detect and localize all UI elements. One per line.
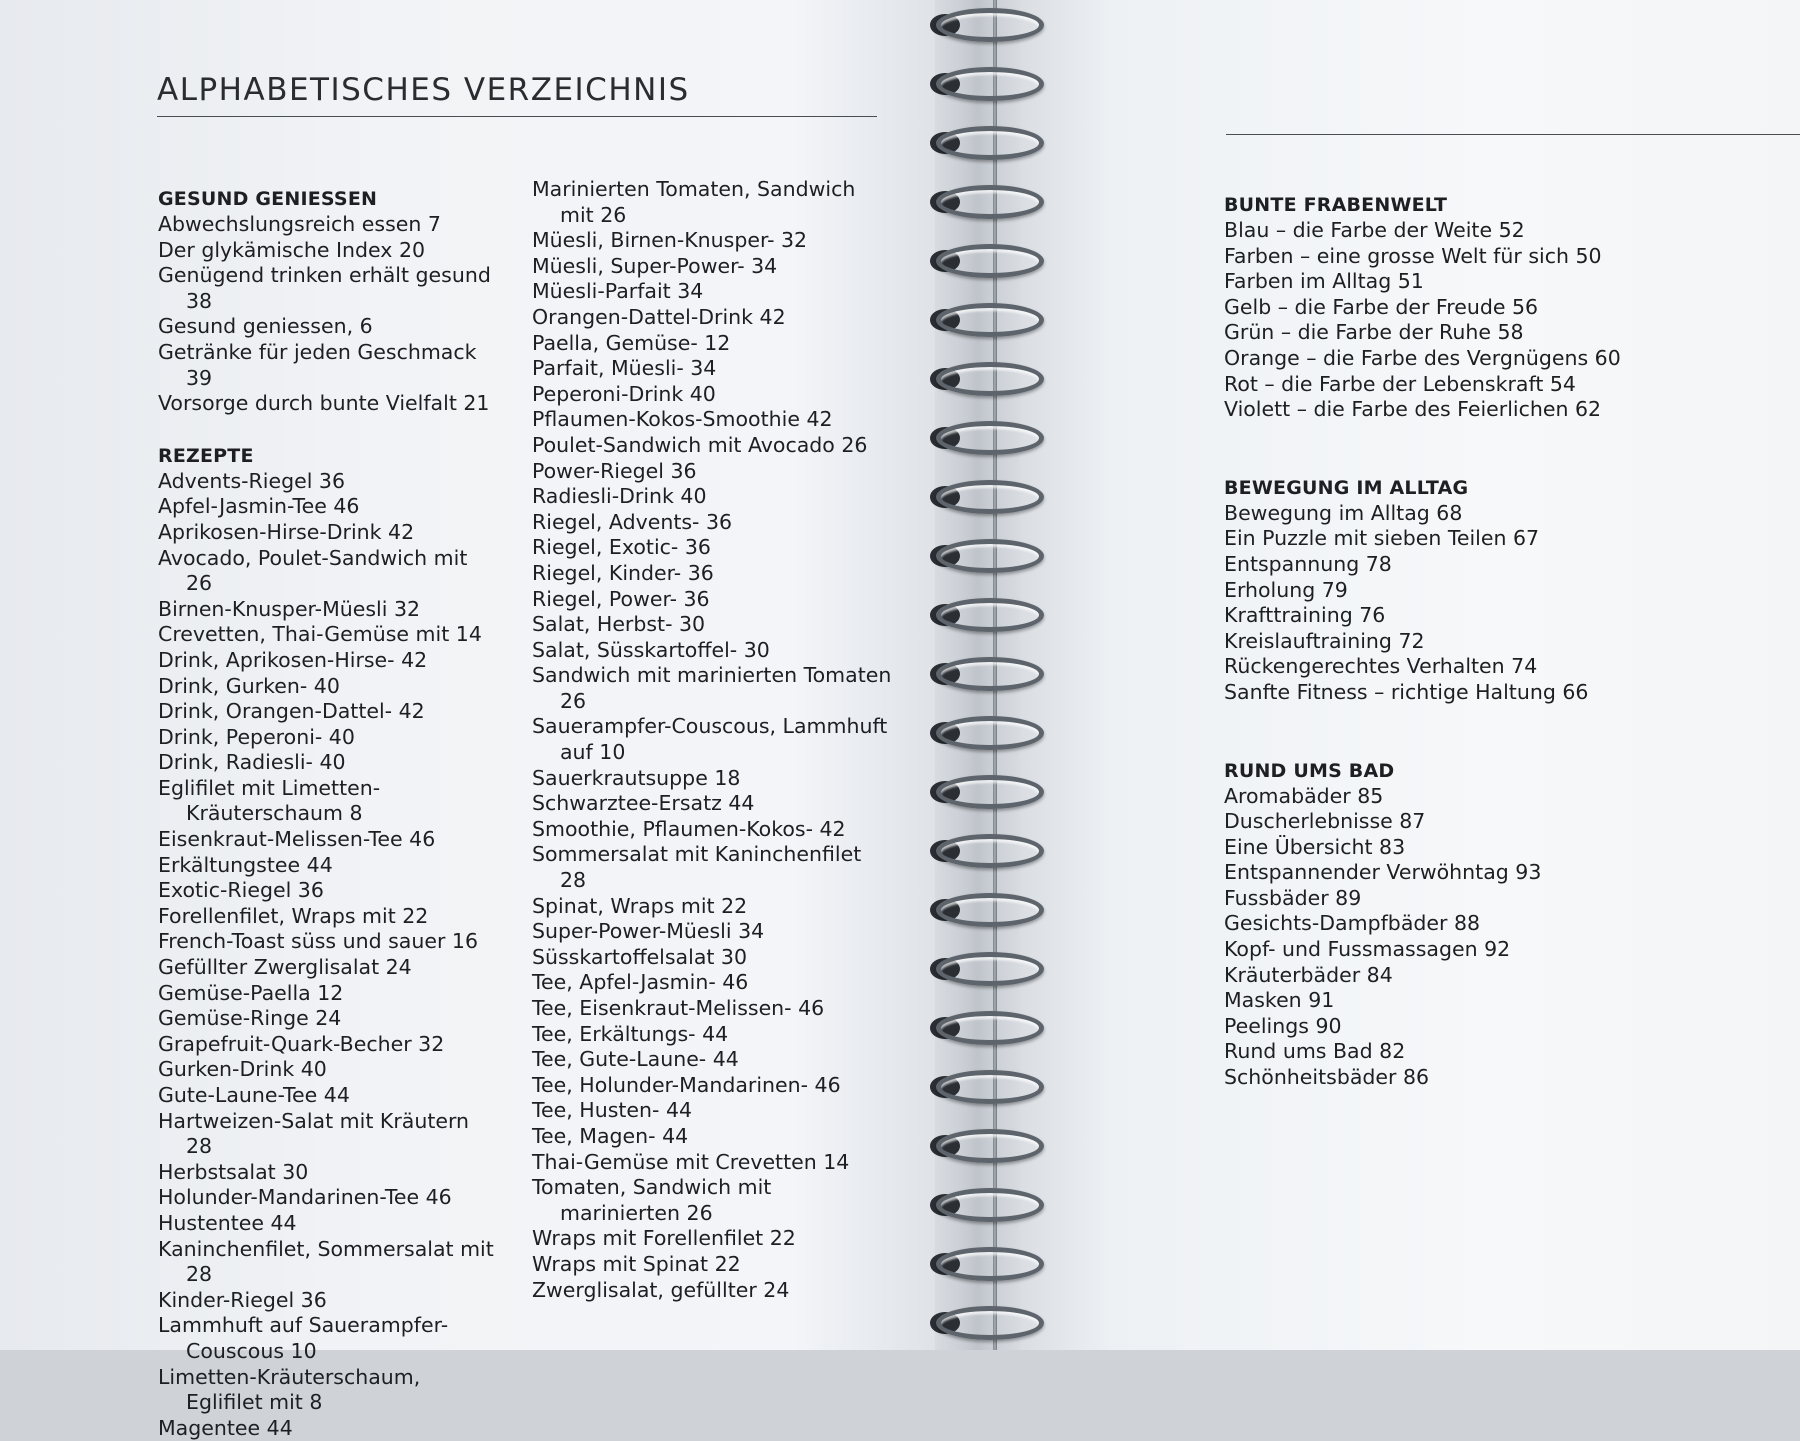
index-entry: Peperoni-Drink 40 — [532, 381, 716, 406]
index-entry: Kreislauftraining 72 — [1224, 628, 1425, 653]
index-entry: Sandwich mit marinierten Tomaten 26 — [532, 663, 892, 713]
spiral-coil — [936, 1070, 1044, 1104]
index-entry: Exotic-Riegel 36 — [158, 878, 324, 903]
spiral-coil — [936, 8, 1044, 42]
index-entry: Tee, Erkältungs- 44 — [532, 1021, 729, 1046]
index-entry: Gemüse-Ringe 24 — [158, 1006, 342, 1031]
index-entry: Tee, Apfel-Jasmin- 46 — [532, 970, 749, 995]
spiral-coil — [936, 1011, 1044, 1045]
index-entry: Müesli, Birnen-Knusper- 32 — [532, 228, 808, 253]
section-title-farben: BUNTE FRABENWELT — [1224, 194, 1448, 216]
entries-farben — [1224, 218, 1684, 423]
index-entry: Super-Power-Müesli 34 — [532, 919, 765, 944]
index-entry: Drink, Gurken- 40 — [158, 673, 340, 698]
index-entry: Genügend trinken erhält gesund 38 — [158, 263, 491, 313]
index-entry: Apfel-Jasmin-Tee 46 — [158, 494, 360, 519]
index-entry: Eglifilet mit Limetten-Kräuterschaum 8 — [158, 775, 381, 826]
index-entry: Gefüllter Zwerglisalat 24 — [158, 955, 412, 980]
index-entry: Orange – die Farbe des Vergnügens 60 — [1224, 345, 1621, 370]
index-entry: Süsskartoffelsalat 30 — [532, 944, 748, 969]
entries-bewegung — [1224, 501, 1684, 706]
index-entry: Gemüse-Paella 12 — [158, 980, 344, 1005]
spiral-coil — [936, 716, 1044, 750]
index-column-1 — [158, 186, 498, 1441]
entries-gesund — [158, 212, 498, 417]
index-entry: Drink, Aprikosen-Hirse- 42 — [158, 647, 428, 672]
index-entry: Crevetten, Thai-Gemüse mit 14 — [158, 622, 482, 647]
entries-bad — [1224, 784, 1684, 1091]
spiral-coil — [936, 185, 1044, 219]
index-entry: Erkältungstee 44 — [158, 852, 333, 877]
index-entry: Aprikosen-Hirse-Drink 42 — [158, 519, 415, 544]
index-entry: Grapefruit-Quark-Becher 32 — [158, 1031, 445, 1056]
spiral-coil — [936, 303, 1044, 337]
index-entry: Wraps mit Spinat 22 — [532, 1251, 741, 1276]
spiral-coil — [936, 244, 1044, 278]
index-entry: Zwerglisalat, gefüllter 24 — [532, 1277, 790, 1302]
index-entry: Thai-Gemüse mit Crevetten 14 — [532, 1149, 850, 1174]
index-entry: Tee, Husten- 44 — [532, 1098, 693, 1123]
spiral-coil — [936, 893, 1044, 927]
title-rule-right — [1226, 134, 1800, 135]
index-entry: Sauerkrautsuppe 18 — [532, 765, 741, 790]
spiral-coil — [936, 67, 1044, 101]
index-entry: Gesund geniessen, 6 — [158, 314, 373, 339]
index-entry: Tee, Holunder-Mandarinen- 46 — [532, 1072, 841, 1097]
index-entry: Salat, Süsskartoffel- 30 — [532, 637, 770, 662]
spiral-coil — [936, 362, 1044, 396]
index-entry: Smoothie, Pflaumen-Kokos- 42 — [532, 816, 846, 841]
index-entry: Drink, Peperoni- 40 — [158, 724, 355, 749]
index-entry: Holunder-Mandarinen-Tee 46 — [158, 1185, 452, 1210]
spiral-coil — [936, 1306, 1044, 1340]
index-entry: Power-Riegel 36 — [532, 458, 697, 483]
index-entry: Grün – die Farbe der Ruhe 58 — [1224, 320, 1524, 345]
index-entry: Rückengerechtes Verhalten 74 — [1224, 654, 1538, 679]
index-entry: Sommersalat mit Kaninchenfilet 28 — [532, 842, 862, 893]
index-entry: Riegel, Power- 36 — [532, 586, 710, 611]
index-entry: Masken 91 — [1224, 988, 1335, 1013]
index-entry: Poulet-Sandwich mit Avocado 26 — [532, 432, 868, 457]
index-entry: Getränke für jeden Geschmack 39 — [158, 339, 477, 390]
index-entry: Riegel, Exotic- 36 — [532, 535, 711, 560]
spiral-coil — [936, 775, 1044, 809]
index-entry: Rot – die Farbe der Lebenskraft 54 — [1224, 371, 1576, 396]
index-entry: Magentee 44 — [158, 1415, 293, 1440]
section-title-rezepte: REZEPTE — [158, 444, 254, 467]
index-entry: Duscherlebnisse 87 — [1224, 809, 1426, 834]
index-entry: Fussbäder 89 — [1224, 885, 1362, 910]
index-entry: Eine Übersicht 83 — [1224, 834, 1406, 859]
index-entry: Paella, Gemüse- 12 — [532, 330, 731, 355]
index-entry: Limetten-Kräuterschaum, Eglifilet mit 8 — [158, 1364, 421, 1415]
section-title-bad: RUND UMS BAD — [1224, 759, 1395, 782]
index-entry: Riegel, Advents- 36 — [532, 509, 733, 534]
index-entry: Lammhuft auf Sauerampfer-Couscous 10 — [158, 1313, 449, 1363]
index-entry: Herbstsalat 30 — [158, 1159, 309, 1184]
index-entry: Pflaumen-Kokos-Smoothie 42 — [532, 407, 833, 432]
index-column-2 — [532, 177, 892, 1303]
index-entry: Blau – die Farbe der Weite 52 — [1224, 218, 1525, 242]
index-entry: Parfait, Müesli- 34 — [532, 356, 717, 381]
index-entry: Violett – die Farbe des Feierlichen 62 — [1224, 397, 1602, 422]
index-entry: Abwechslungsreich essen 7 — [158, 212, 441, 236]
index-entry: Kräuterbäder 84 — [1224, 962, 1393, 987]
spiral-coil — [936, 1247, 1044, 1281]
index-entry: Kinder-Riegel 36 — [158, 1287, 327, 1312]
index-entry: Schwarztee-Ersatz 44 — [532, 791, 755, 816]
index-entry: Gesichts-Dampfbäder 88 — [1224, 911, 1481, 936]
spiral-coil — [936, 598, 1044, 632]
index-entry: Peelings 90 — [1224, 1013, 1342, 1038]
index-entry: Müesli, Super-Power- 34 — [532, 253, 778, 278]
index-entry: Müesli-Parfait 34 — [532, 279, 704, 304]
index-entry: Bewegung im Alltag 68 — [1224, 500, 1463, 525]
index-entry: Der glykämische Index 20 — [158, 237, 426, 262]
page-title: ALPHABETISCHES VERZEICHNIS — [157, 72, 690, 108]
entries-rezepte-col1 — [158, 469, 498, 1441]
index-entry: Farben im Alltag 51 — [1224, 269, 1424, 294]
index-entry: French-Toast süss und sauer 16 — [158, 929, 478, 954]
index-entry: Entspannender Verwöhntag 93 — [1224, 860, 1542, 885]
spiral-coil — [936, 657, 1044, 691]
index-entry: Rund ums Bad 82 — [1224, 1039, 1406, 1064]
index-entry: Hartweizen-Salat mit Kräutern 28 — [158, 1108, 470, 1159]
index-entry: Forellenfilet, Wraps mit 22 — [158, 903, 429, 928]
index-entry: Riegel, Kinder- 36 — [532, 560, 714, 585]
entries-rezepte-col2 — [532, 177, 892, 1303]
index-entry: Birnen-Knusper-Müesli 32 — [158, 596, 421, 621]
index-entry: Tomaten, Sandwich mit marinierten 26 — [532, 1175, 772, 1225]
index-entry: Avocado, Poulet-Sandwich mit 26 — [158, 545, 468, 596]
index-entry: Sanfte Fitness – richtige Haltung 66 — [1224, 679, 1589, 704]
index-entry: Gurken-Drink 40 — [158, 1057, 327, 1082]
index-entry: Tee, Magen- 44 — [532, 1123, 689, 1148]
index-entry: Krafttraining 76 — [1224, 603, 1386, 628]
index-entry: Advents-Riegel 36 — [158, 468, 346, 493]
index-entry: Erholung 79 — [1224, 577, 1348, 602]
spiral-coil — [936, 1129, 1044, 1163]
spiral-coil — [936, 480, 1044, 514]
section-title-bewegung: BEWEGUNG IM ALLTAG — [1224, 476, 1469, 499]
index-entry: Ein Puzzle mit sieben Teilen 67 — [1224, 526, 1540, 551]
spiral-coil — [936, 952, 1044, 986]
index-entry: Eisenkraut-Melissen-Tee 46 — [158, 827, 436, 852]
index-entry: Vorsorge durch bunte Vielfalt 21 — [158, 391, 490, 416]
index-entry: Drink, Orangen-Dattel- 42 — [158, 699, 425, 724]
index-entry: Radiesli-Drink 40 — [532, 484, 707, 509]
title-rule-left — [157, 116, 877, 117]
index-entry: Schönheitsbäder 86 — [1224, 1065, 1430, 1090]
section-title-gesund: GESUND GENIESSEN — [158, 188, 378, 210]
spiral-coil — [936, 539, 1044, 573]
spiral-coil — [936, 421, 1044, 455]
index-column-3 — [1224, 192, 1684, 1091]
index-entry: Spinat, Wraps mit 22 — [532, 893, 748, 918]
spiral-coil — [936, 1188, 1044, 1222]
spiral-coil — [936, 126, 1044, 160]
index-entry: Aromabäder 85 — [1224, 783, 1384, 808]
index-entry: Entspannung 78 — [1224, 551, 1392, 576]
index-entry: Gelb – die Farbe der Freude 56 — [1224, 294, 1539, 319]
index-entry: Marinierten Tomaten, Sandwich mit 26 — [532, 177, 856, 227]
index-entry: Kopf- und Fussmassagen 92 — [1224, 937, 1511, 962]
index-entry: Tee, Gute-Laune- 44 — [532, 1047, 739, 1072]
index-entry: Kaninchenfilet, Sommersalat mit 28 — [158, 1236, 494, 1287]
index-entry: Hustentee 44 — [158, 1210, 297, 1235]
index-entry: Drink, Radiesli- 40 — [158, 750, 346, 775]
index-entry: Farben – eine grosse Welt für sich 50 — [1224, 243, 1602, 268]
index-entry: Gute-Laune-Tee 44 — [158, 1083, 350, 1107]
spiral-coil — [936, 834, 1044, 868]
index-entry: Orangen-Dattel-Drink 42 — [532, 304, 786, 329]
index-entry: Sauerampfer-Couscous, Lammhuft auf 10 — [532, 714, 888, 765]
index-entry: Wraps mit Forellenfilet 22 — [532, 1226, 796, 1251]
index-entry: Salat, Herbst- 30 — [532, 612, 706, 637]
index-entry: Tee, Eisenkraut-Melissen- 46 — [532, 996, 825, 1020]
